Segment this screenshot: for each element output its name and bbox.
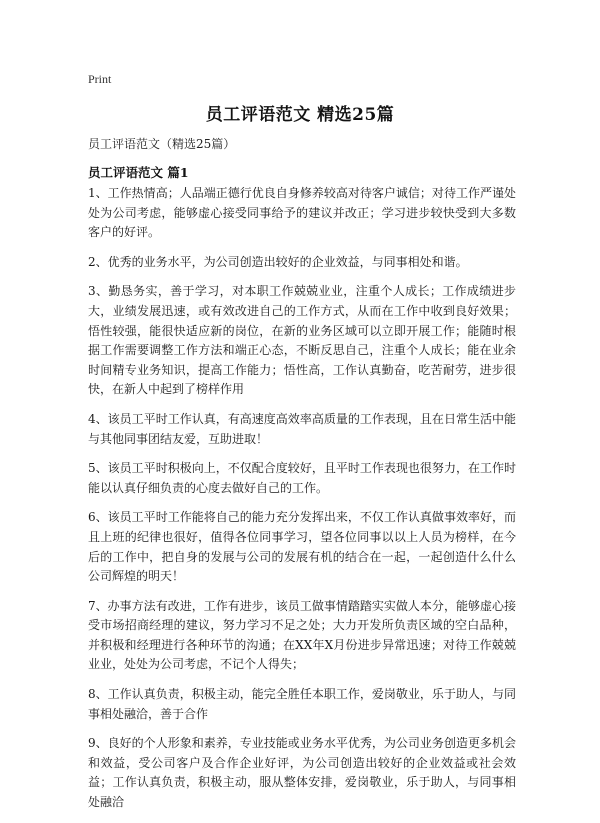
paragraph-7: 7、办事方法有改进，工作有进步，该员工做事情踏踏实实做人本分，能够虚心接受市场招商经理的建议，努力学习不足之处；大力开发所负责区域的空白品种，并积极和经理进行各种环节的沟通；在XX年X月份进步异常迅速；对待工作兢兢业业，处处为公司考虑，不记个人得失； (88, 598, 516, 672)
document-body (88, 184, 516, 823)
paragraph-1: 1、工作热情高；人品端正德行优良自身修养较高对待客户诚信；对待工作严谨处处为公司考虑，能够虚心接受同事给予的建议并改正；学习进步较快受到大多数客户的好评。 (88, 186, 516, 240)
page-title: 员工评语范文 精选25篇 (205, 105, 395, 125)
print-label[interactable]: Print (88, 72, 112, 86)
paragraph-4: 4、该员工平时工作认真，有高速度高效率高质量的工作表现，且在日常生活中能与其他同事团结友爱，互助进取！ (88, 411, 516, 446)
paragraph-5: 5、该员工平时积极向上，不仅配合度较好，且平时工作表现也很努力，在工作时能以认真仔细负责的心度去做好自己的工作。 (88, 461, 516, 495)
paragraph-6: 6、该员工平时工作能将自己的能力充分发挥出来，不仅工作认真做事效率好，而且上班的纪律也很好，值得各位同事学习，望各位同事以以上人员为榜样，在今后的工作中，把自身的发展与公司的发展有机的结合在一起，一起创造什么什么公司辉煌的明天！ (88, 510, 516, 584)
paragraph-8: 8、工作认真负责，积极主动，能完全胜任本职工作，爱岗敬业，乐于助人，与同事相处融洽，善于合作 (88, 687, 516, 721)
paragraph-3: 3、勤恳务实，善于学习，对本职工作兢兢业业，注重个人成长；工作成绩进步大，业绩发展迅速，或有效改进自己的工作方式，从而在工作中收到良好效果；悟性较强，能很快适应新的岗位，在新的业务区域可以立即开展工作；能随时根据工作需要调整工作方法和端正心态，不断反思自己，注重个人成长；能在业余时间精专业务知识，提高工作能力；悟性高，工作认真勤奋，吃苦耐劳，进步很快，在新人中起到了榜样作用 (88, 284, 516, 397)
paragraph-9: 9、良好的个人形象和素养，专业技能或业务水平优秀，为公司业务创造更多机会和效益，受公司客户及合作企业好评，为公司创造出较好的企业效益或社会效益；工作认真负责，积极主动，服从整体安排，爱岗敬业，乐于助人，与同事相处融洽 (88, 736, 516, 810)
paragraph-2: 2、优秀的业务水平，为公司创造出较好的企业效益，与同事相处和谐。 (88, 254, 468, 269)
document-subtitle: 员工评语范文（精选25篇） (88, 137, 236, 151)
section-heading: 员工评语范文 篇1 (88, 165, 189, 180)
